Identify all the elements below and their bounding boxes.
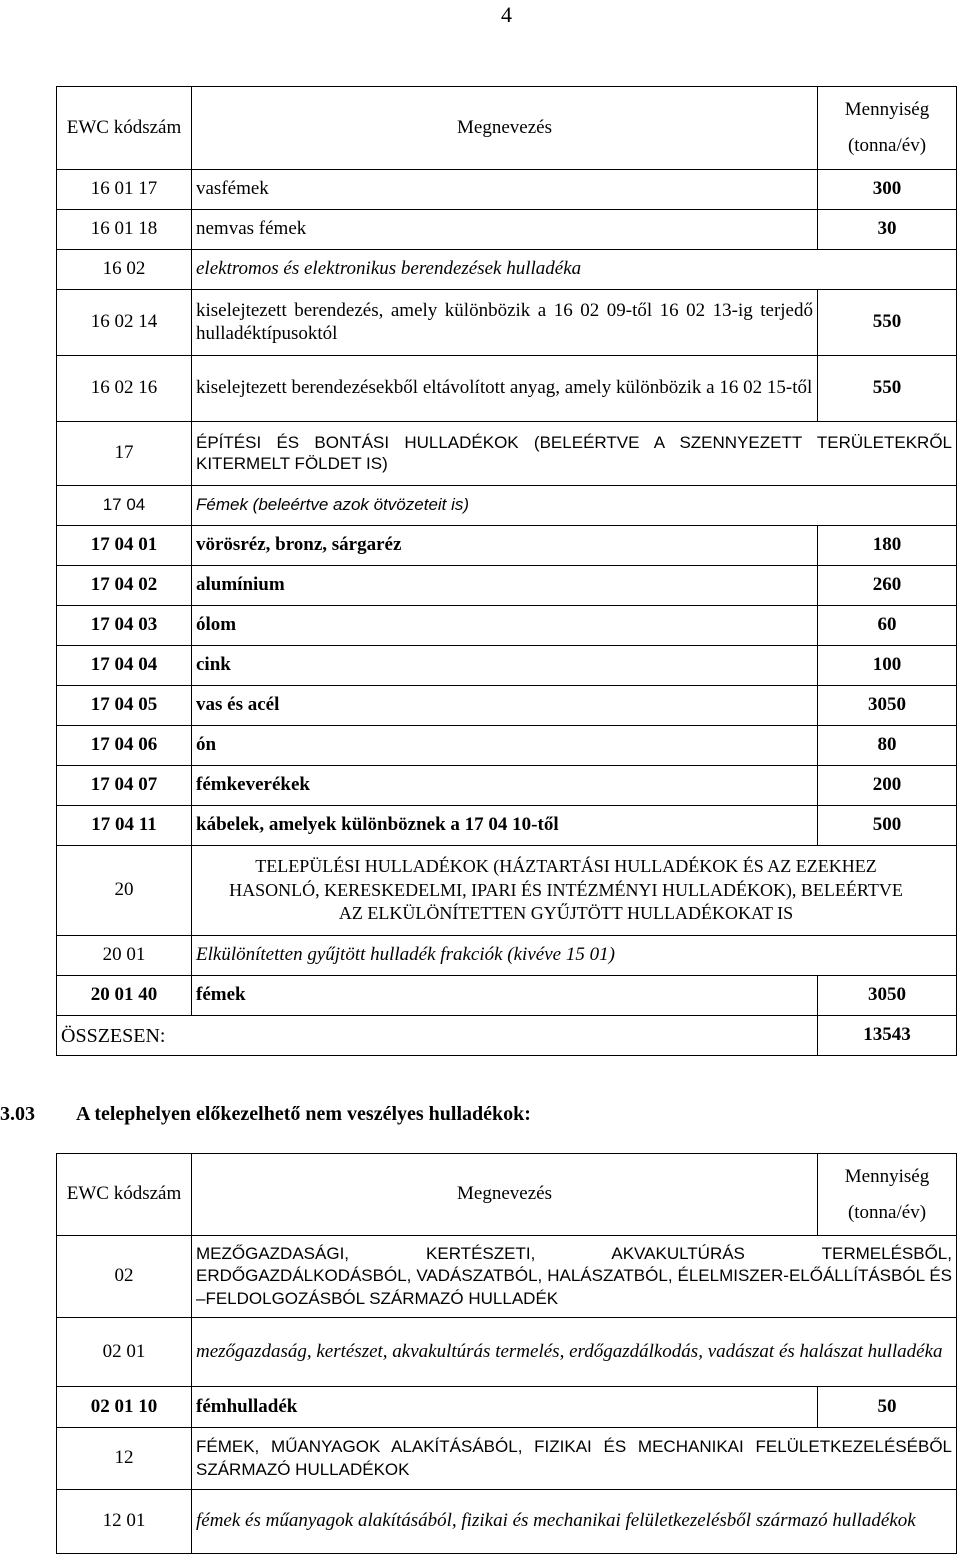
- quantity: 50: [818, 1387, 957, 1428]
- waste-name: cink: [192, 646, 818, 686]
- quantity: 3050: [818, 686, 957, 726]
- waste-name: elektromos és elektronikus berendezések hulladéka: [192, 250, 818, 290]
- ewc-code: 20 01: [57, 936, 192, 976]
- ewc-code: 16 01 18: [57, 210, 192, 250]
- table-row: [57, 290, 957, 356]
- ewc-code: 20: [57, 846, 192, 936]
- waste-name: nemvas fémek: [192, 210, 818, 250]
- ewc-code: 17 04 06: [57, 726, 192, 766]
- table-row: [57, 686, 957, 726]
- table-row: [57, 526, 957, 566]
- waste-name: FÉMEK, MŰANYAGOK ALAKÍTÁSÁBÓL, FIZIKAI ÉS MECHANIKAI FELÜLETKEZELÉSÉBŐL SZÁRMAZÓ HULLADÉKOK: [192, 1428, 957, 1490]
- quantity: 550: [818, 356, 957, 422]
- ewc-code: 17: [57, 422, 192, 486]
- quantity: 500: [818, 806, 957, 846]
- ewc-code: 02 01: [57, 1318, 192, 1387]
- ewc-code: 02 01 10: [57, 1387, 192, 1428]
- ewc-code: 20 01 40: [57, 976, 192, 1016]
- header-code: EWC kódszám: [57, 1154, 192, 1236]
- waste-name: Elkülönítetten gyűjtött hulladék frakciók (kivéve 15 01): [192, 936, 957, 976]
- total-label: ÖSSZESEN:: [57, 1016, 818, 1056]
- ewc-code: 17 04 11: [57, 806, 192, 846]
- section-title: A telephelyen előkezelhető nem veszélyes hulladékok:: [76, 1103, 531, 1125]
- waste-name: ÉPÍTÉSI ÉS BONTÁSI HULLADÉKOK (BELEÉRTVE A SZENNYEZETT TERÜLETEKRŐL KITERMELT FÖLDET IS): [192, 422, 957, 486]
- header-quantity-unit: (tonna/év): [847, 135, 927, 156]
- waste-name: fémhulladék: [192, 1387, 818, 1428]
- table-row: [57, 766, 957, 806]
- table-row: [57, 422, 957, 486]
- waste-name: Fémek (beleértve azok ötvözeteit is): [192, 486, 957, 526]
- waste-name: fémek: [192, 976, 818, 1016]
- ewc-code: 17 04 02: [57, 566, 192, 606]
- quantity: 180: [818, 526, 957, 566]
- table-row: [57, 1236, 957, 1318]
- header-code: EWC kódszám: [57, 87, 192, 170]
- waste-name: TELEPÜLÉSI HULLADÉKOK (HÁZTARTÁSI HULLADÉKOK ÉS AZ EZEKHEZ HASONLÓ, KERESKEDELMI, IPARI ÉS INTÉZMÉNYI HULLADÉKOK), BELEÉRTVE AZ ELKÜLÖNÍTETTEN GYŰJTÖTT HULLADÉKOKAT IS: [192, 846, 957, 936]
- waste-name: ólom: [192, 606, 818, 646]
- header-quantity-label: Mennyiség: [844, 1165, 930, 1187]
- header-name: Megnevezés: [192, 87, 818, 170]
- quantity: 200: [818, 766, 957, 806]
- ewc-code: 17 04 03: [57, 606, 192, 646]
- quantity: 60: [818, 606, 957, 646]
- ewc-code: 16 01 17: [57, 170, 192, 210]
- quantity: 80: [818, 726, 957, 766]
- header-quantity-unit: (tonna/év): [847, 1201, 927, 1223]
- quantity: 550: [818, 290, 957, 356]
- table-row: [57, 210, 957, 250]
- table-row: [57, 846, 957, 936]
- waste-name: fémkeverékek: [192, 766, 818, 806]
- total-row: [57, 1016, 957, 1056]
- table-row: [57, 976, 957, 1016]
- table-row: [57, 250, 957, 290]
- ewc-code: 17 04: [57, 486, 192, 526]
- waste-name: fémek és műanyagok alakításából, fizikai és mechanikai felületkezelésből származó hulladékok: [192, 1490, 957, 1554]
- ewc-code: 17 04 05: [57, 686, 192, 726]
- section-number: 3.03: [0, 1103, 35, 1125]
- table-row: [57, 606, 957, 646]
- ewc-code: 12: [57, 1428, 192, 1490]
- table-row: [57, 1428, 957, 1490]
- waste-name: MEZŐGAZDASÁGI, KERTÉSZETI, AKVAKULTÚRÁS TERMELÉSBŐL, ERDŐGAZDÁLKODÁSBÓL, VADÁSZATBÓL, HALÁSZATBÓL, ÉLELMISZER-ELŐÁLLÍTÁSBÓL ÉS –FELDOLGOZÁSBÓL SZÁRMAZÓ HULLADÉK: [192, 1236, 957, 1318]
- ewc-code: 17 04 04: [57, 646, 192, 686]
- table-row: [57, 936, 957, 976]
- ewc-code: 16 02 14: [57, 290, 192, 356]
- header-name: Megnevezés: [192, 1154, 818, 1236]
- table-row: [57, 356, 957, 422]
- section-heading: [0, 1103, 531, 1126]
- ewc-code: 02: [57, 1236, 192, 1318]
- ewc-code: 17 04 01: [57, 526, 192, 566]
- waste-name: kiselejtezett berendezésekből eltávolított anyag, amely különbözik a 16 02 15-től: [192, 356, 818, 422]
- table-row: [57, 1387, 957, 1428]
- table-header-row: [57, 1154, 957, 1236]
- waste-name: kábelek, amelyek különböznek a 17 04 10-től: [192, 806, 818, 846]
- ewc-code: 17 04 07: [57, 766, 192, 806]
- table-row: [57, 646, 957, 686]
- table-row: [57, 566, 957, 606]
- waste-name: vas és acél: [192, 686, 818, 726]
- ewc-code: 12 01: [57, 1490, 192, 1554]
- table-row: [57, 170, 957, 210]
- waste-name: vasfémek: [192, 170, 818, 210]
- header-quantity: [818, 1154, 957, 1236]
- header-quantity: [818, 87, 957, 170]
- table-row: [57, 806, 957, 846]
- table-row: [57, 486, 957, 526]
- table-row: [57, 1490, 957, 1554]
- quantity: 3050: [818, 976, 957, 1016]
- waste-name: mezőgazdaság, kertészet, akvakultúrás termelés, erdőgazdálkodás, vadászat és halászat hulladéka: [192, 1318, 957, 1387]
- table-header-row: [57, 87, 957, 170]
- ewc-code: 16 02: [57, 250, 192, 290]
- quantity: 300: [818, 170, 957, 210]
- waste-name: alumínium: [192, 566, 818, 606]
- quantity: 30: [818, 210, 957, 250]
- quantity: 100: [818, 646, 957, 686]
- ewc-code: 16 02 16: [57, 356, 192, 422]
- quantity: 260: [818, 566, 957, 606]
- table-row: [57, 1318, 957, 1387]
- waste-name: kiselejtezett berendezés, amely különbözik a 16 02 09-től 16 02 13-ig terjedő hulladéktípusoktól: [192, 290, 818, 356]
- waste-table-1: [56, 86, 957, 1056]
- waste-name: vörösréz, bronz, sárgaréz: [192, 526, 818, 566]
- waste-table-2: [56, 1153, 957, 1554]
- table-row: [57, 726, 957, 766]
- page-number: 4: [501, 2, 512, 27]
- total-quantity: 13543: [818, 1016, 957, 1056]
- header-quantity-label: Mennyiség: [844, 99, 930, 120]
- waste-name: ón: [192, 726, 818, 766]
